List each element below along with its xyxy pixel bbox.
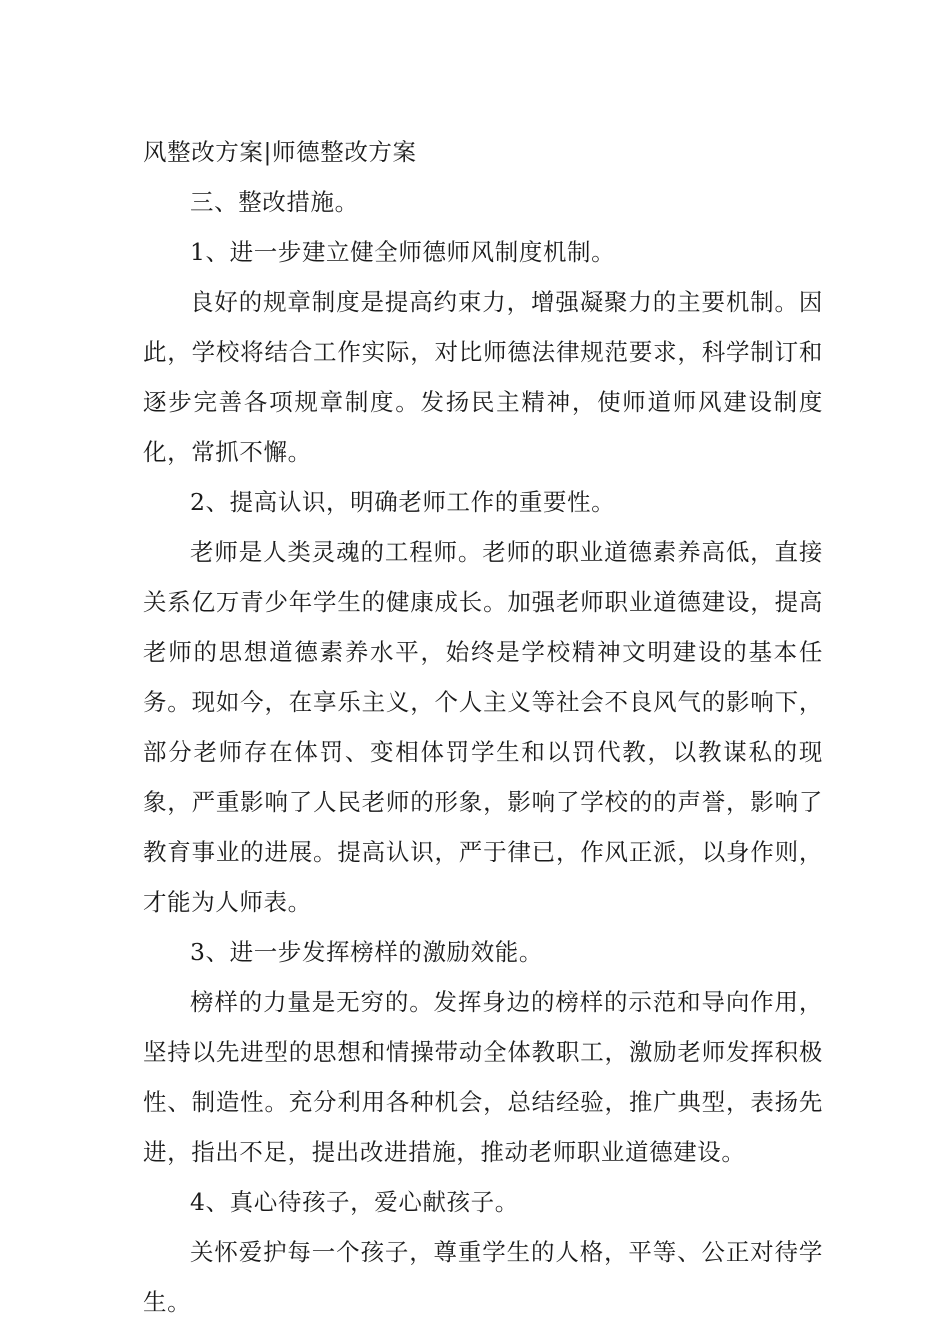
subheading-2: 2、提高认识，明确老师工作的重要性。 xyxy=(190,488,616,516)
paragraph-4: 关怀爱护每一个孩子，尊重学生的人格，平等、公正对待学生。 xyxy=(143,1238,823,1316)
subheading-1: 1、进一步建立健全师德师风制度机制。 xyxy=(190,238,616,266)
paragraph-3: 榜样的力量是无穷的。发挥身边的榜样的示范和导向作用，坚持以先进型的思想和情操带动全体教职工，激励老师发挥积极性、制造性。充分利用各种机会，总结经验，推广典型，表扬先进，指出不足，提出改进措施，推动老师职业道德建设。 xyxy=(143,988,823,1166)
subheading-3: 3、进一步发挥榜样的激励效能。 xyxy=(190,938,543,966)
subheading-4: 4、真心待孩子，爱心献孩子。 xyxy=(190,1188,519,1216)
document-body xyxy=(143,127,823,1327)
section-heading: 三、整改措施。 xyxy=(190,188,359,216)
header-line: 风整改方案|师德整改方案 xyxy=(143,138,417,166)
paragraph-2: 老师是人类灵魂的工程师。老师的职业道德素养高低，直接关系亿万青少年学生的健康成长。加强老师职业道德建设，提高老师的思想道德素养水平，始终是学校精神文明建设的基本任务。现如今，在享乐主义，个人主义等社会不良风气的影响下，部分老师存在体罚、变相体罚学生和以罚代教，以教谋私的现象，严重影响了人民老师的形象，影响了学校的的声誉，影响了教育事业的进展。提高认识，严于律已，作风正派，以身作则，才能为人师表。 xyxy=(143,538,823,916)
paragraph-1: 良好的规章制度是提高约束力，增强凝聚力的主要机制。因此，学校将结合工作实际，对比师德法律规范要求，科学制订和逐步完善各项规章制度。发扬民主精神，使师道师风建设制度化，常抓不懈。 xyxy=(143,288,823,466)
